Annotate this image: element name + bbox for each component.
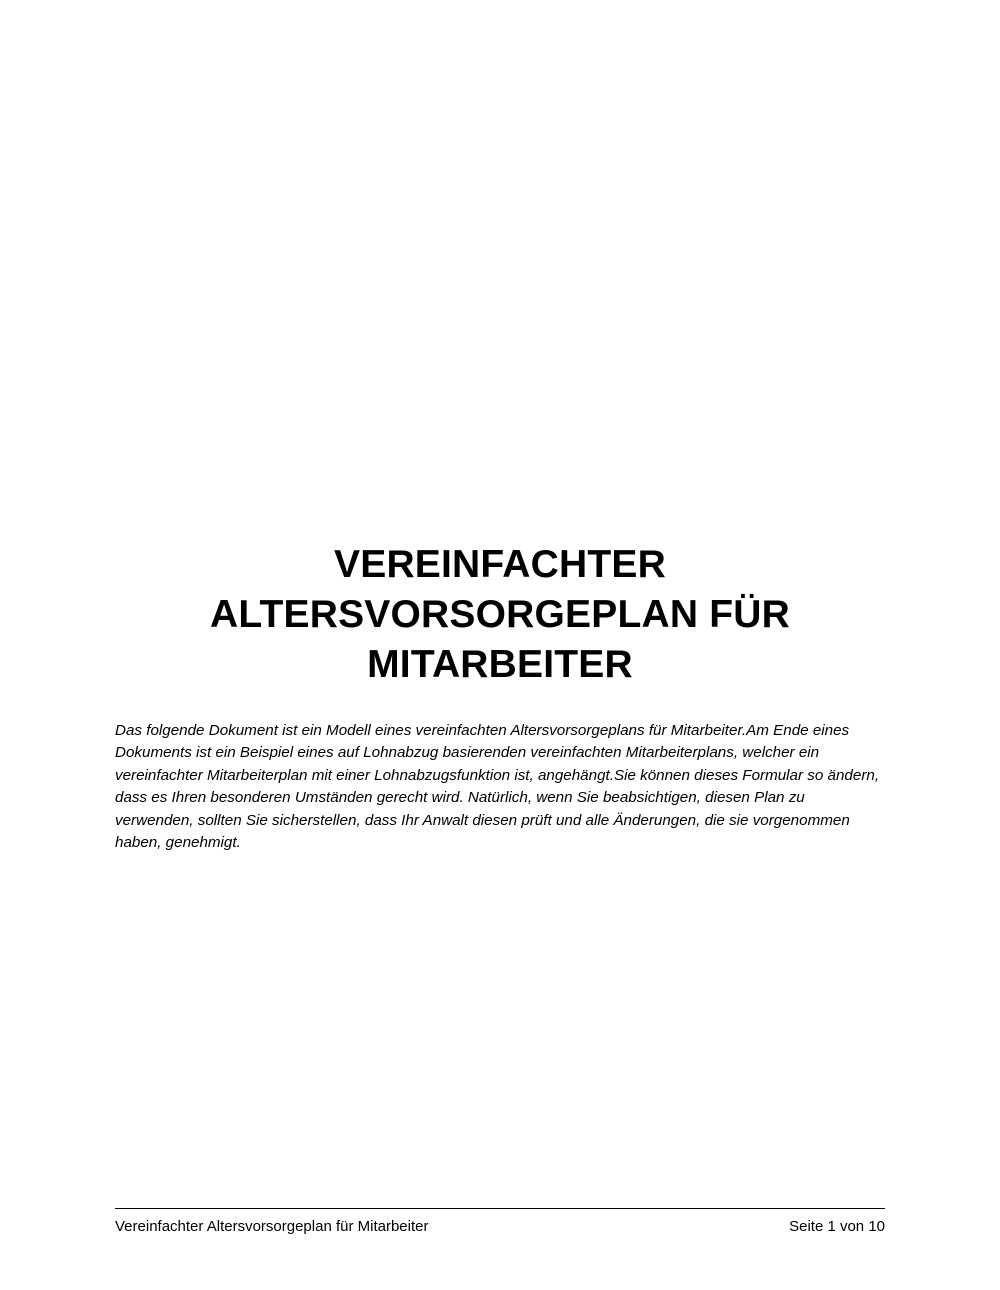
footer-row bbox=[115, 1218, 885, 1235]
footer-page-number: Seite 1 von 10 bbox=[789, 1218, 885, 1235]
footer-divider bbox=[115, 1208, 885, 1209]
page-footer bbox=[115, 1208, 885, 1235]
document-body bbox=[115, 540, 885, 855]
intro-paragraph: Das folgende Dokument ist ein Modell eines vereinfachten Altersvorsorgeplans für Mitarbeiter.Am Ende eines Dokuments ist ein Beispiel eines auf Lohnabzug basierenden vereinfachten Mitarbeiterplans, welcher ein vereinfachter Mitarbeiterplan mit einer Lohnabzugsfunktion ist, angehängt.Sie können dieses Formular so ändern, dass es Ihren besonderen Umständen gerecht wird. Natürlich, wenn Sie beabsichtigen, diesen Plan zu verwenden, sollten Sie sicherstellen, dass Ihr Anwalt diesen prüft und alle Änderungen, die sie vorgenommen haben, genehmigt. bbox=[115, 721, 880, 852]
footer-document-name: Vereinfachter Altersvorsorgeplan für Mitarbeiter bbox=[115, 1218, 429, 1235]
page-title: VEREINFACHTER ALTERSVORSORGEPLAN FÜR MITARBEITER bbox=[209, 543, 791, 686]
